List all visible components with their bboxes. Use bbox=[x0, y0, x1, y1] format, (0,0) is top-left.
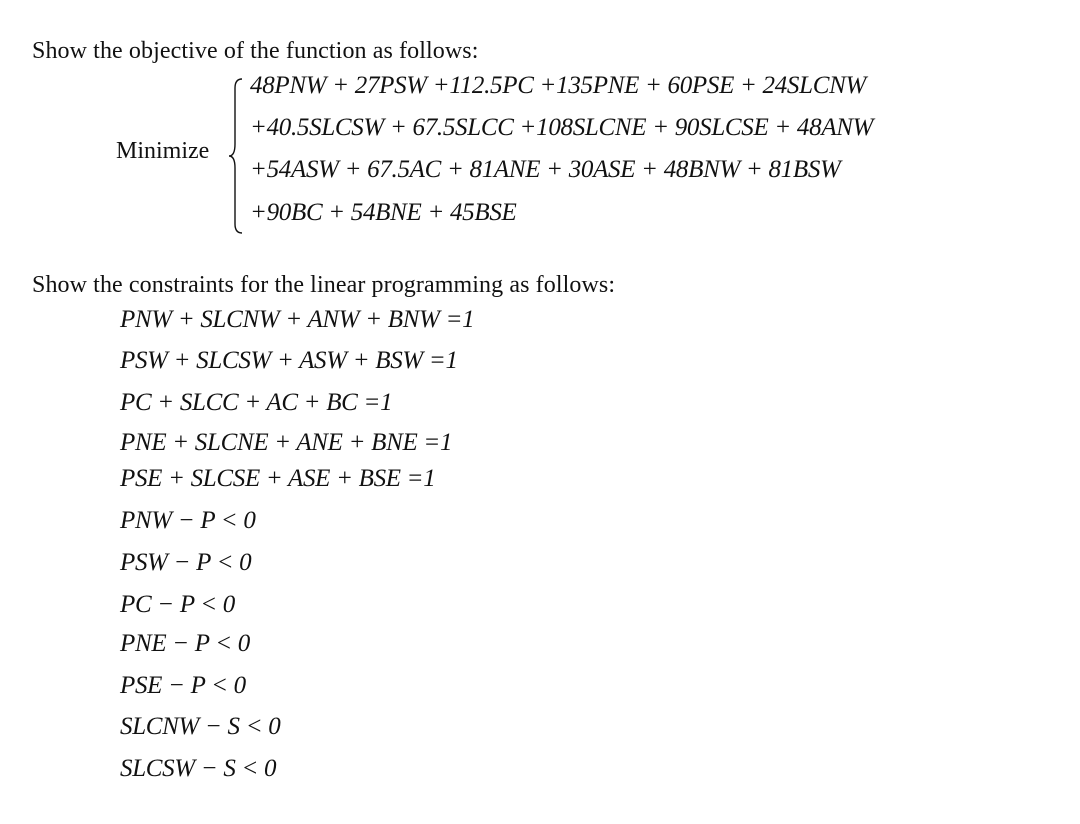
left-brace bbox=[228, 78, 244, 234]
constraint-line: PNE + SLCNE + ANE + BNE =1 bbox=[120, 429, 453, 456]
constraint-line: PC + SLCC + AC + BC =1 bbox=[120, 389, 393, 416]
constraint-line: PSE − P < 0 bbox=[120, 672, 246, 699]
constraint-line: PNW + SLCNW + ANW + BNW =1 bbox=[120, 306, 475, 333]
constraint-line: SLCNW − S < 0 bbox=[120, 713, 281, 740]
constraint-line: PNE − P < 0 bbox=[120, 630, 250, 657]
constraint-line: SLCSW − S < 0 bbox=[120, 755, 277, 782]
objective-heading: Show the objective of the function as follows: bbox=[32, 38, 479, 64]
constraint-line: PSE + SLCSE + ASE + BSE =1 bbox=[120, 465, 436, 492]
objective-line: +54ASW + 67.5AC + 81ANE + 30ASE + 48BNW + 81BSW bbox=[250, 156, 841, 183]
objective-line: +90BC + 54BNE + 45BSE bbox=[250, 199, 517, 226]
constraint-line: PSW − P < 0 bbox=[120, 549, 252, 576]
objective-line: 48PNW + 27PSW +112.5PC +135PNE + 60PSE + 24SLCNW bbox=[250, 72, 866, 99]
constraint-line: PSW + SLCSW + ASW + BSW =1 bbox=[120, 347, 458, 374]
constraint-line: PC − P < 0 bbox=[120, 591, 236, 618]
constraint-line: PNW − P < 0 bbox=[120, 507, 256, 534]
minimize-label: Minimize bbox=[116, 138, 210, 164]
constraints-heading: Show the constraints for the linear programming as follows: bbox=[32, 272, 616, 298]
objective-line: +40.5SLCSW + 67.5SLCC +108SLCNE + 90SLCSE + 48ANW bbox=[250, 114, 874, 141]
